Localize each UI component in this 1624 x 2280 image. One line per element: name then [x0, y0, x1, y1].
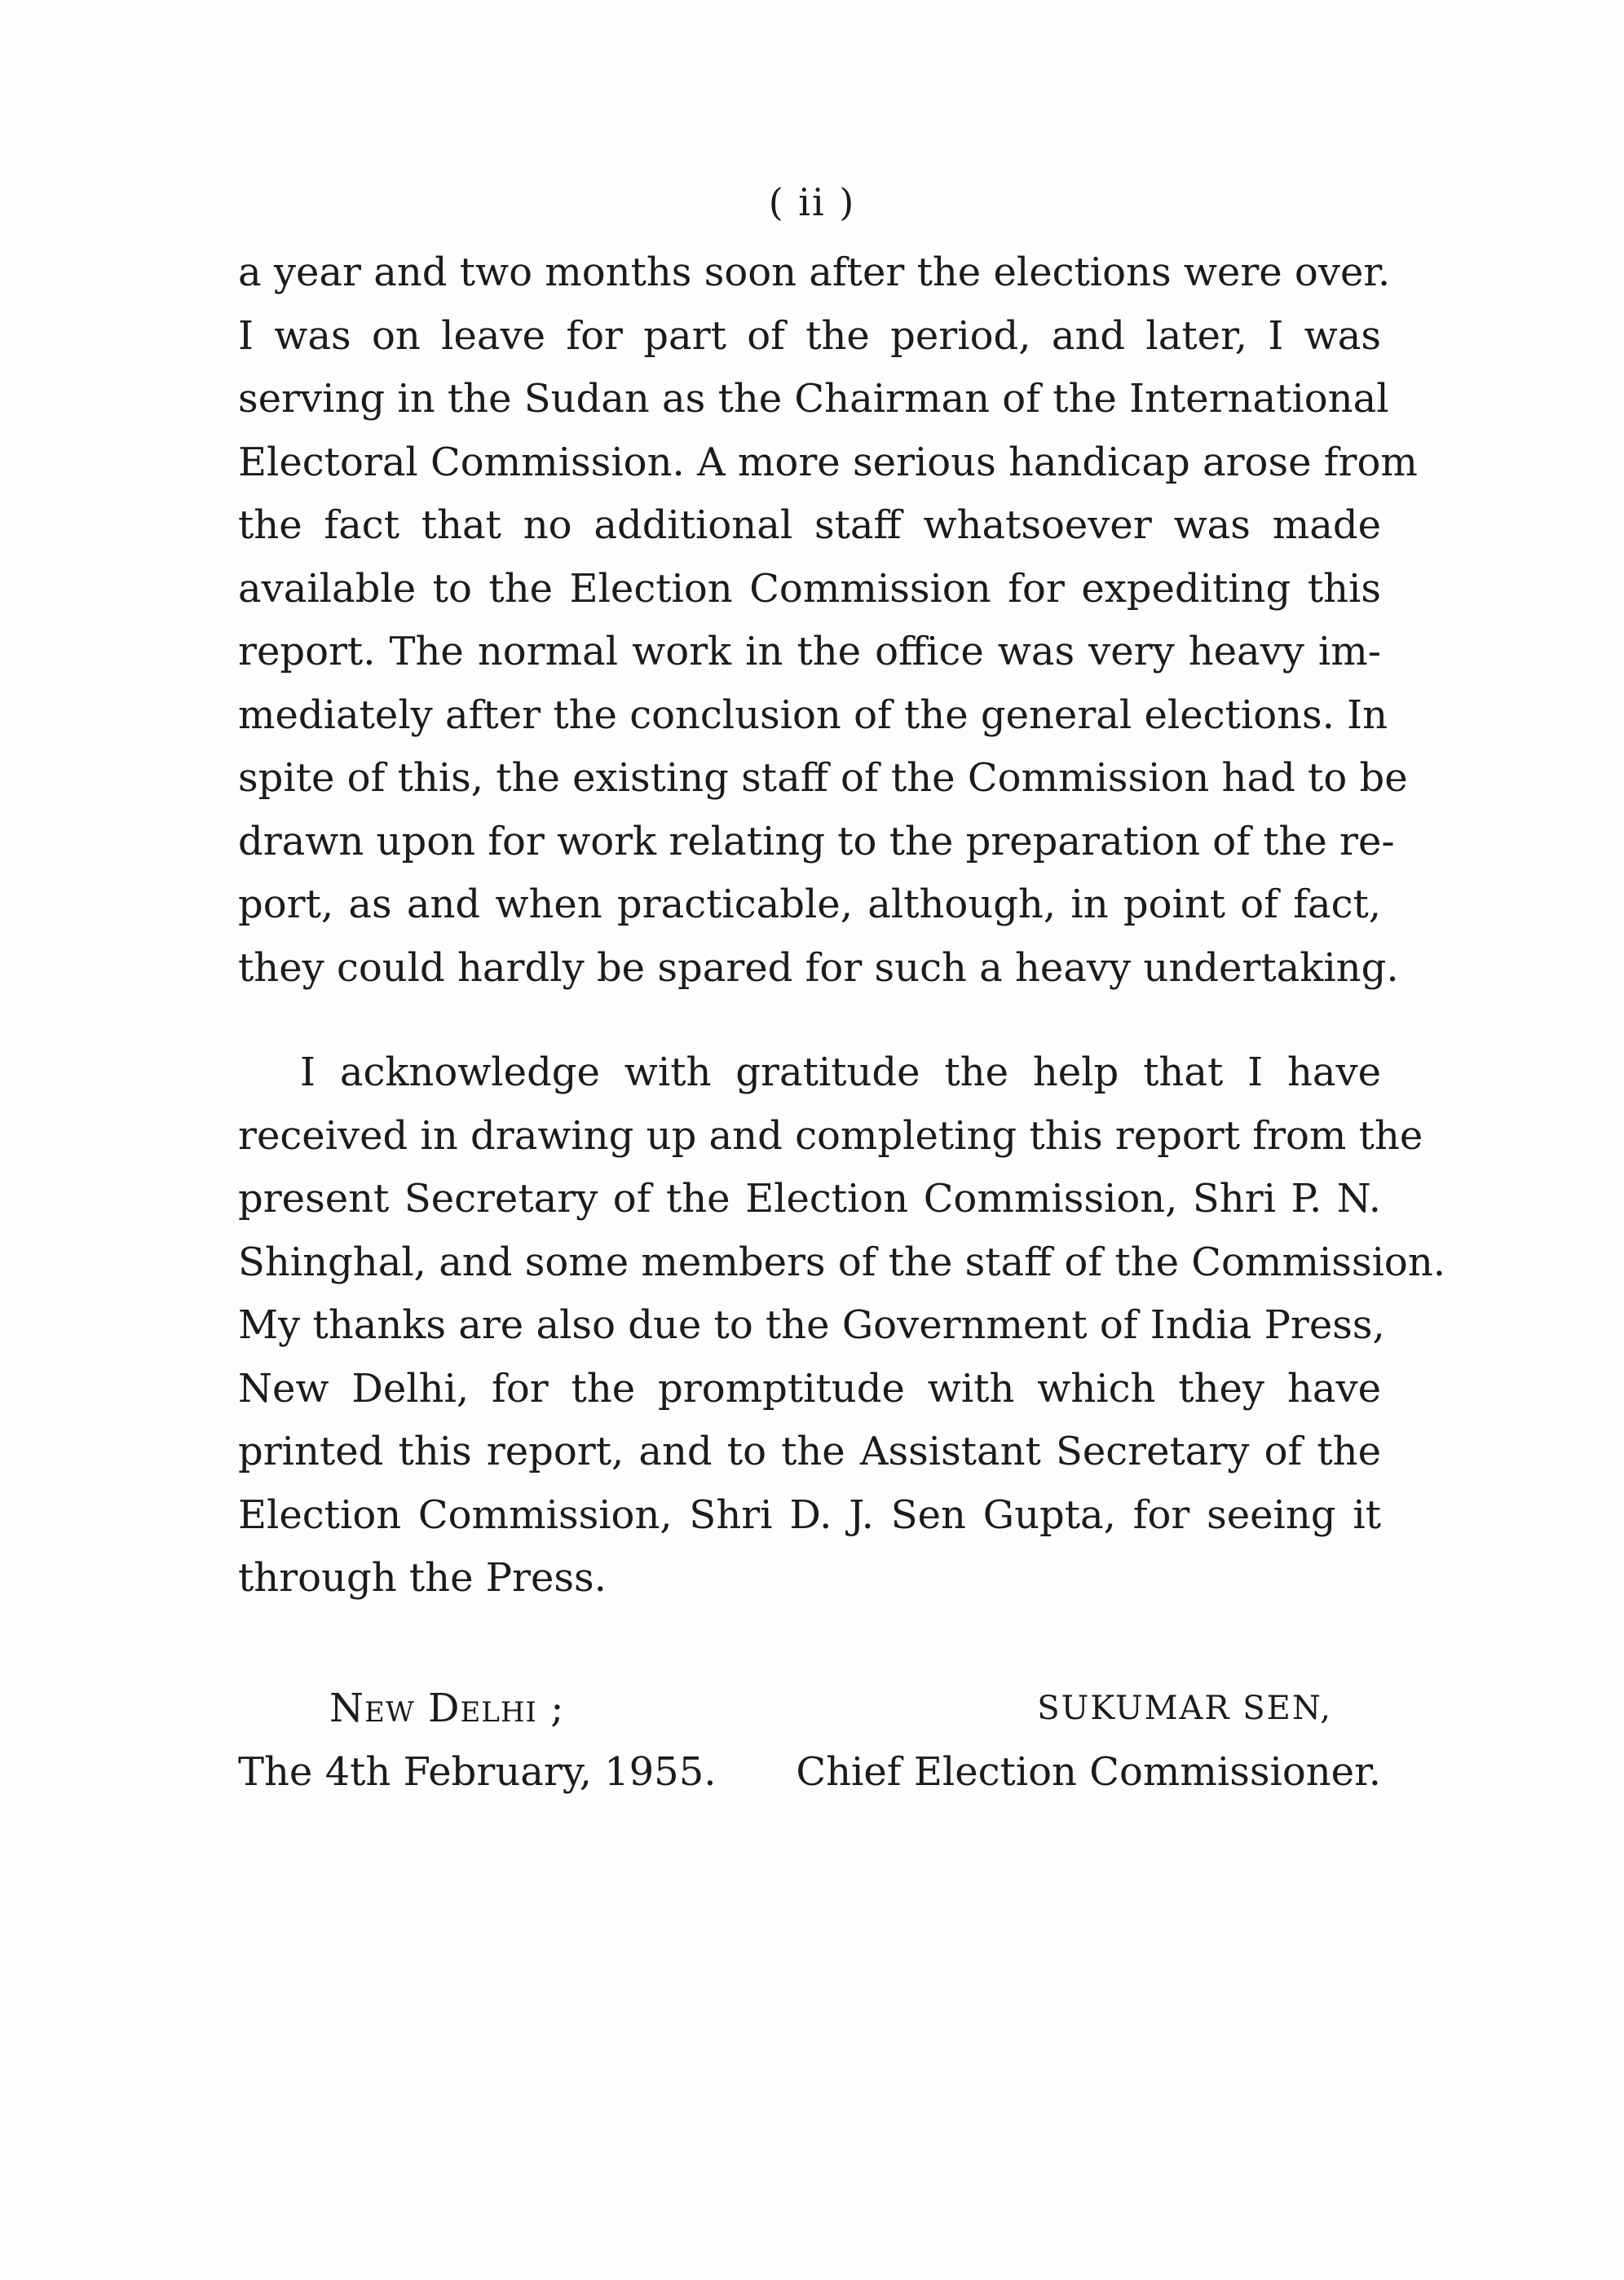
signatory-designation: Chief Election Commissioner.	[796, 1749, 1381, 1795]
text-line: they could hardly be spared for such a heavy undertaking.	[238, 944, 1399, 991]
signatory-name: SUKUMAR SEN,	[1037, 1690, 1332, 1727]
signatory-block	[794, 1677, 1381, 1804]
text-line: I was on leave for part of the period, and later, I was	[238, 312, 1381, 359]
paragraph-1	[238, 241, 1418, 1000]
place-date-block	[238, 1677, 825, 1804]
text-line: Election Commission, Shri D. J. Sen Gupta, for seeing it	[238, 1491, 1381, 1538]
text-line: received in drawing up and completing this report from the	[238, 1112, 1423, 1159]
text-line: port, as and when practicable, although, in point of fact,	[238, 882, 1381, 927]
text-line: through the Press.	[238, 1555, 607, 1601]
text-line: report. The normal work in the office was very heavy im-	[238, 629, 1381, 674]
place: New Delhi ;	[329, 1686, 565, 1731]
text-line: Shinghal, and some members of the staff of the Commission.	[238, 1239, 1445, 1285]
text-line: New Delhi, for the promptitude with which they have	[238, 1365, 1381, 1412]
text-line: printed this report, and to the Assistant Secretary of the	[238, 1429, 1381, 1474]
text-line: Electoral Commission. A more serious handicap arose from	[238, 439, 1418, 485]
text-line: drawn upon for work relating to the preparation of the re-	[238, 818, 1395, 864]
text-line: the fact that no additional staff whatsoever was made	[238, 502, 1381, 548]
text-line: a year and two months soon after the elections were over.	[238, 250, 1391, 295]
signature-block	[238, 1677, 1381, 1815]
text-line: serving in the Sudan as the Chairman of the International	[238, 376, 1389, 422]
text-line: My thanks are also due to the Government of India Press,	[238, 1302, 1385, 1348]
date: The 4th February, 1955.	[238, 1749, 717, 1795]
text-line: mediately after the conclusion of the general elections. In	[238, 692, 1388, 738]
page-number: ( ii )	[768, 180, 856, 224]
paragraph-2	[238, 1041, 1445, 1611]
text-line: present Secretary of the Election Commission, Shri P. N.	[238, 1176, 1381, 1222]
text-line: I acknowledge with gratitude the help that I have	[300, 1049, 1381, 1095]
text-line: spite of this, the existing staff of the Commission had to be	[238, 755, 1408, 801]
text-line: available to the Election Commission for expediting this	[238, 565, 1381, 612]
